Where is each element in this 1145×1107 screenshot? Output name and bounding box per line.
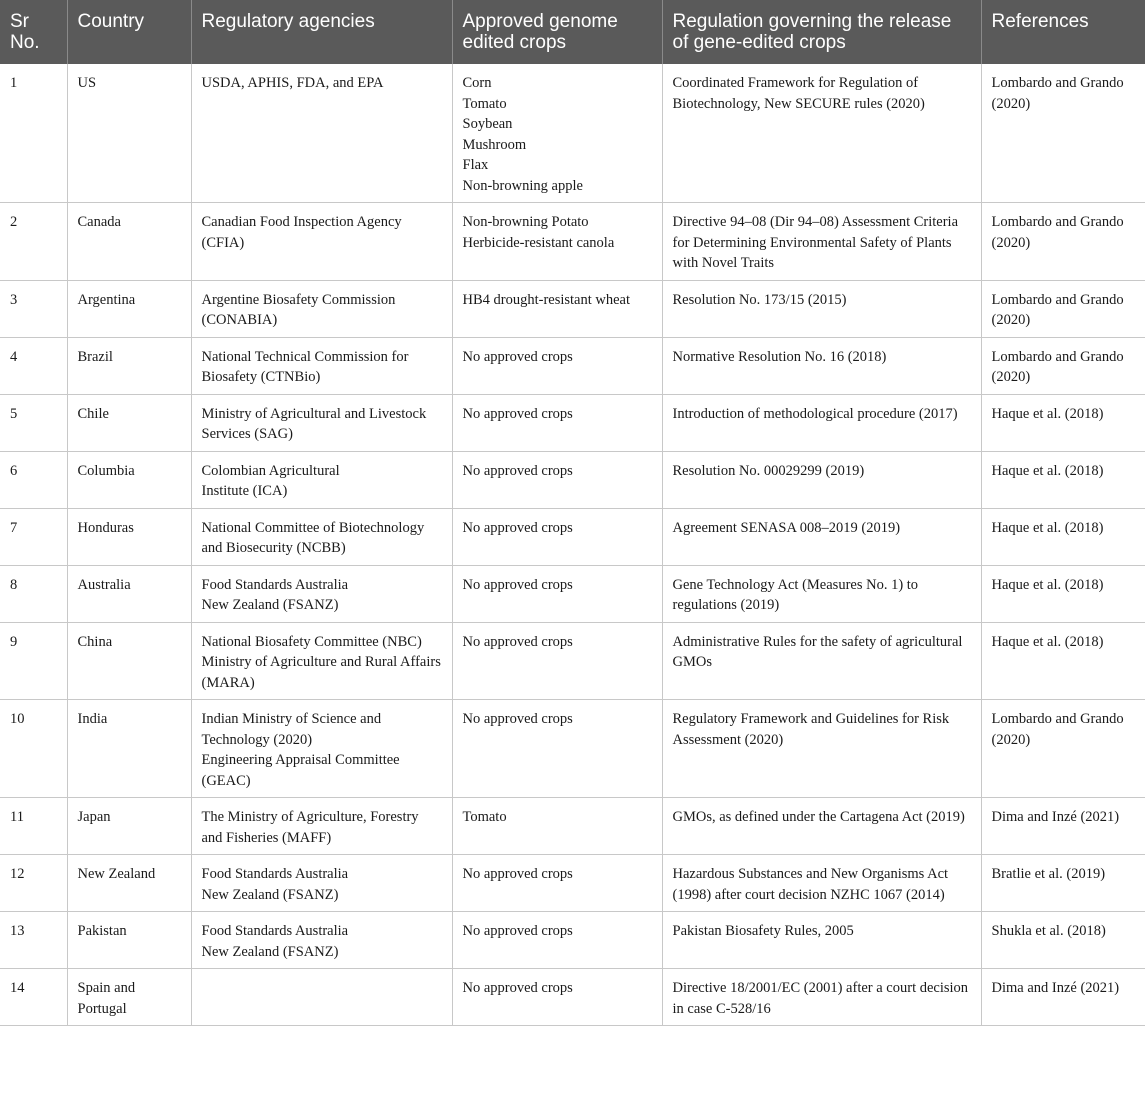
- cell-country: New Zealand: [67, 855, 191, 912]
- header-regulatory-agencies: Regulatory agencies: [191, 0, 452, 64]
- cell-country: Chile: [67, 394, 191, 451]
- cell-crops-line: No approved crops: [462, 923, 573, 939]
- cell-crops-line: No approved crops: [462, 348, 573, 365]
- cell-crops: [452, 565, 662, 622]
- cell-country: Australia: [67, 565, 191, 622]
- cell-country: Spain and Portugal: [67, 969, 191, 1026]
- cell-crops-line: No approved crops: [462, 711, 573, 727]
- table-row: [0, 394, 1145, 451]
- cell-regulation: Directive 18/2001/EC (2001) after a court decision in case C-528/16: [662, 969, 981, 1026]
- cell-crops-line: Flax: [462, 157, 489, 173]
- cell-crops: [452, 203, 662, 281]
- cell-sr-no: 6: [0, 451, 67, 508]
- cell-country: US: [67, 64, 191, 203]
- cell-agencies-line: Colombian Agricultural: [201, 462, 340, 479]
- cell-crops-line: No approved crops: [462, 462, 573, 479]
- cell-country: Canada: [67, 203, 191, 281]
- cell-agencies-line: Food Standards Australia: [201, 576, 349, 593]
- cell-agencies-line: USDA, APHIS, FDA, and EPA: [201, 75, 384, 91]
- table-row: [0, 969, 1145, 1026]
- cell-agencies-line: National Biosafety Committee (NBC): [201, 633, 422, 650]
- header-sr-no: Sr No.: [0, 0, 67, 64]
- cell-regulation: Normative Resolution No. 16 (2018): [662, 337, 981, 394]
- cell-agencies: [191, 394, 452, 451]
- cell-reference: Lombardo and Grando (2020): [981, 64, 1145, 203]
- cell-crops-line: Mushroom: [462, 136, 527, 153]
- cell-regulation: Directive 94–08 (Dir 94–08) Assessment Criteria for Determining Environmental Safety of Plants with Novel Traits: [662, 203, 981, 281]
- cell-reference: Haque et al. (2018): [981, 508, 1145, 565]
- cell-reference: Dima and Inzé (2021): [981, 969, 1145, 1026]
- cell-agencies: [191, 855, 452, 912]
- header-references: References: [981, 0, 1145, 64]
- cell-country: India: [67, 700, 191, 798]
- table-row: [0, 565, 1145, 622]
- cell-agencies-line: Institute (ICA): [201, 483, 288, 499]
- cell-sr-no: 9: [0, 622, 67, 700]
- cell-sr-no: 12: [0, 855, 67, 912]
- cell-crops-line: Herbicide-resistant canola: [462, 234, 615, 251]
- cell-crops-line: No approved crops: [462, 519, 573, 536]
- cell-sr-no: 13: [0, 912, 67, 969]
- cell-sr-no: 4: [0, 337, 67, 394]
- cell-agencies: [191, 622, 452, 700]
- cell-crops: [452, 394, 662, 451]
- cell-crops-line: No approved crops: [462, 576, 573, 593]
- header-regulation: Regulation governing the release of gene-edited crops: [662, 0, 981, 64]
- cell-regulation: Gene Technology Act (Measures No. 1) to regulations (2019): [662, 565, 981, 622]
- cell-country: China: [67, 622, 191, 700]
- cell-agencies: [191, 912, 452, 969]
- cell-sr-no: 1: [0, 64, 67, 203]
- cell-crops-line: No approved crops: [462, 405, 573, 422]
- cell-reference: Bratlie et al. (2019): [981, 855, 1145, 912]
- cell-agencies-line: New Zealand (FSANZ): [201, 597, 339, 613]
- cell-agencies: [191, 565, 452, 622]
- cell-crops-line: Tomato: [462, 95, 507, 112]
- cell-agencies: [191, 280, 452, 337]
- cell-sr-no: 10: [0, 700, 67, 798]
- cell-country: Japan: [67, 798, 191, 855]
- cell-regulation: Hazardous Substances and New Organisms Act (1998) after court decision NZHC 1067 (2014): [662, 855, 981, 912]
- cell-crops-line: No approved crops: [462, 633, 573, 650]
- cell-agencies: [191, 337, 452, 394]
- cell-country: Pakistan: [67, 912, 191, 969]
- cell-reference: Lombardo and Grando (2020): [981, 280, 1145, 337]
- cell-reference: Haque et al. (2018): [981, 622, 1145, 700]
- table-row: [0, 203, 1145, 281]
- cell-crops: [452, 280, 662, 337]
- cell-reference: Haque et al. (2018): [981, 451, 1145, 508]
- cell-crops-line: Soybean: [462, 116, 513, 132]
- cell-agencies: [191, 798, 452, 855]
- cell-agencies-line: New Zealand (FSANZ): [201, 886, 339, 903]
- cell-country: Argentina: [67, 280, 191, 337]
- cell-reference: Lombardo and Grando (2020): [981, 203, 1145, 281]
- cell-crops-line: Tomato: [462, 809, 507, 825]
- table-row: [0, 912, 1145, 969]
- cell-reference: Haque et al. (2018): [981, 394, 1145, 451]
- cell-crops: [452, 622, 662, 700]
- table-row: [0, 622, 1145, 700]
- cell-agencies-line: Argentine Biosafety Commission (CONABIA): [201, 291, 396, 328]
- cell-regulation: Pakistan Biosafety Rules, 2005: [662, 912, 981, 969]
- cell-agencies-line: National Committee of Biotechnology and Biosecurity (NCBB): [201, 519, 425, 556]
- cell-crops-line: HB4 drought-resistant wheat: [462, 291, 631, 308]
- table-body: [0, 64, 1145, 1026]
- cell-crops: [452, 64, 662, 203]
- cell-agencies-line: National Technical Commission for Biosafety (CTNBio): [201, 348, 409, 385]
- cell-agencies: [191, 451, 452, 508]
- table-row: [0, 508, 1145, 565]
- cell-crops: [452, 855, 662, 912]
- table-row: [0, 855, 1145, 912]
- cell-crops: [452, 337, 662, 394]
- cell-agencies-line: Canadian Food Inspection Agency (CFIA): [201, 214, 402, 251]
- cell-regulation: Administrative Rules for the safety of agricultural GMOs: [662, 622, 981, 700]
- cell-regulation: Resolution No. 173/15 (2015): [662, 280, 981, 337]
- table-row: [0, 64, 1145, 203]
- cell-regulation: Regulatory Framework and Guidelines for Risk Assessment (2020): [662, 700, 981, 798]
- cell-agencies: [191, 203, 452, 281]
- cell-agencies-line: Ministry of Agriculture and Rural Affairs (MARA): [201, 654, 441, 691]
- cell-crops-line: No approved crops: [462, 980, 573, 996]
- table-row: [0, 700, 1145, 798]
- cell-sr-no: 11: [0, 798, 67, 855]
- cell-sr-no: 7: [0, 508, 67, 565]
- cell-sr-no: 5: [0, 394, 67, 451]
- cell-regulation: Agreement SENASA 008–2019 (2019): [662, 508, 981, 565]
- cell-sr-no: 3: [0, 280, 67, 337]
- cell-reference: Lombardo and Grando (2020): [981, 337, 1145, 394]
- cell-crops: [452, 798, 662, 855]
- table-header: [0, 0, 1145, 64]
- cell-reference: Haque et al. (2018): [981, 565, 1145, 622]
- cell-crops: [452, 508, 662, 565]
- cell-regulation: Coordinated Framework for Regulation of Biotechnology, New SECURE rules (2020): [662, 64, 981, 203]
- cell-crops: [452, 451, 662, 508]
- cell-country: Brazil: [67, 337, 191, 394]
- table-row: [0, 280, 1145, 337]
- cell-reference: Dima and Inzé (2021): [981, 798, 1145, 855]
- table-row: [0, 451, 1145, 508]
- cell-sr-no: 8: [0, 565, 67, 622]
- cell-crops-line: Corn: [462, 75, 492, 91]
- cell-regulation: GMOs, as defined under the Cartagena Act (2019): [662, 798, 981, 855]
- cell-country: Columbia: [67, 451, 191, 508]
- cell-agencies-line: Food Standards Australia: [201, 923, 349, 939]
- cell-agencies-line: Engineering Appraisal Committee (GEAC): [201, 752, 400, 789]
- table-row: [0, 337, 1145, 394]
- cell-agencies: [191, 700, 452, 798]
- cell-crops: [452, 912, 662, 969]
- cell-regulation: Introduction of methodological procedure (2017): [662, 394, 981, 451]
- cell-regulation: Resolution No. 00029299 (2019): [662, 451, 981, 508]
- cell-agencies: [191, 969, 452, 1026]
- cell-crops-line: Non-browning apple: [462, 177, 583, 194]
- cell-reference: Lombardo and Grando (2020): [981, 700, 1145, 798]
- cell-sr-no: 2: [0, 203, 67, 281]
- cell-reference: Shukla et al. (2018): [981, 912, 1145, 969]
- cell-agencies-line: Food Standards Australia: [201, 866, 349, 882]
- cell-agencies-line: The Ministry of Agriculture, Forestry and Fisheries (MAFF): [201, 809, 419, 846]
- cell-agencies: [191, 508, 452, 565]
- cell-crops-line: No approved crops: [462, 866, 573, 882]
- cell-agencies-line: Indian Ministry of Science and Technology (2020): [201, 711, 382, 748]
- cell-agencies-line: New Zealand (FSANZ): [201, 943, 339, 960]
- header-approved-crops: Approved genome edited crops: [452, 0, 662, 64]
- cell-sr-no: 14: [0, 969, 67, 1026]
- table-row: [0, 798, 1145, 855]
- cell-crops: [452, 700, 662, 798]
- cell-agencies: [191, 64, 452, 203]
- cell-agencies-line: Ministry of Agricultural and Livestock Services (SAG): [201, 405, 427, 442]
- header-row: [0, 0, 1145, 64]
- cell-crops: [452, 969, 662, 1026]
- cell-crops-line: Non-browning Potato: [462, 214, 589, 230]
- header-country: Country: [67, 0, 191, 64]
- cell-country: Honduras: [67, 508, 191, 565]
